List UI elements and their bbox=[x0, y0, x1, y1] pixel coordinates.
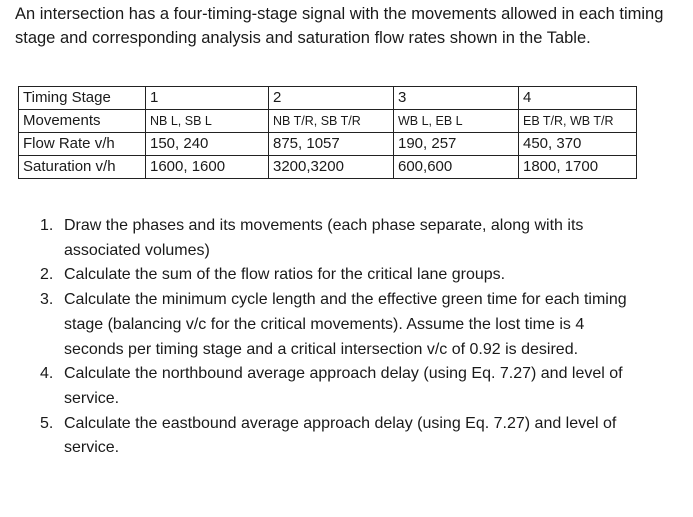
table-cell: 2 bbox=[269, 87, 394, 110]
list-item bbox=[40, 412, 645, 461]
timing-stage-table bbox=[18, 86, 637, 179]
table-cell: 190, 257 bbox=[394, 133, 519, 156]
table-row bbox=[19, 110, 637, 133]
item-text: Draw the phases and its movements (each phase separate, along with its associated volumes) bbox=[64, 217, 584, 259]
table-cell: NB L, SB L bbox=[146, 110, 269, 133]
table-cell: 150, 240 bbox=[146, 133, 269, 156]
table-cell: 3200,3200 bbox=[269, 156, 394, 179]
table-cell: EB T/R, WB T/R bbox=[519, 110, 637, 133]
problem-intro: An intersection has a four-timing-stage signal with the movements allowed in each timing stage and corresponding analysis and saturation flow rates shown in the Table. bbox=[15, 5, 664, 47]
item-text: Calculate the minimum cycle length and the effective green time for each timing stage (balancing v/c for the critical movements). Assume the lost time is 4 seconds per timing stage and a critical intersection v/c of 0.92 is desired. bbox=[64, 291, 627, 358]
item-number: 2. bbox=[40, 266, 54, 284]
table-cell: 3 bbox=[394, 87, 519, 110]
table-row bbox=[19, 87, 637, 110]
item-number: 3. bbox=[40, 291, 54, 309]
table-cell: 450, 370 bbox=[519, 133, 637, 156]
table-cell: 1 bbox=[146, 87, 269, 110]
table-cell: WB L, EB L bbox=[394, 110, 519, 133]
table-cell: NB T/R, SB T/R bbox=[269, 110, 394, 133]
list-item bbox=[40, 263, 645, 288]
item-number: 1. bbox=[40, 217, 54, 234]
item-number: 5. bbox=[40, 414, 54, 432]
table-cell: 1800, 1700 bbox=[519, 156, 637, 179]
row-label-movements: Movements bbox=[19, 110, 146, 133]
item-text: Calculate the eastbound average approach delay (using Eq. 7.27) and level of service. bbox=[64, 414, 617, 457]
list-item bbox=[40, 214, 645, 263]
table-cell: 875, 1057 bbox=[269, 133, 394, 156]
list-item bbox=[40, 288, 645, 362]
table-cell: 1600, 1600 bbox=[146, 156, 269, 179]
table-row bbox=[19, 156, 637, 179]
list-item bbox=[40, 362, 645, 411]
table-row bbox=[19, 133, 637, 156]
table-cell: 4 bbox=[519, 87, 637, 110]
item-text: Calculate the northbound average approach delay (using Eq. 7.27) and level of service. bbox=[64, 365, 623, 407]
row-label-timing-stage: Timing Stage bbox=[19, 87, 146, 110]
table-cell: 600,600 bbox=[394, 156, 519, 179]
item-text: Calculate the sum of the flow ratios for the critical lane groups. bbox=[64, 266, 506, 284]
item-number: 4. bbox=[40, 365, 54, 383]
row-label-saturation: Saturation v/h bbox=[19, 156, 146, 179]
row-label-flow-rate: Flow Rate v/h bbox=[19, 133, 146, 156]
task-list bbox=[40, 214, 645, 461]
